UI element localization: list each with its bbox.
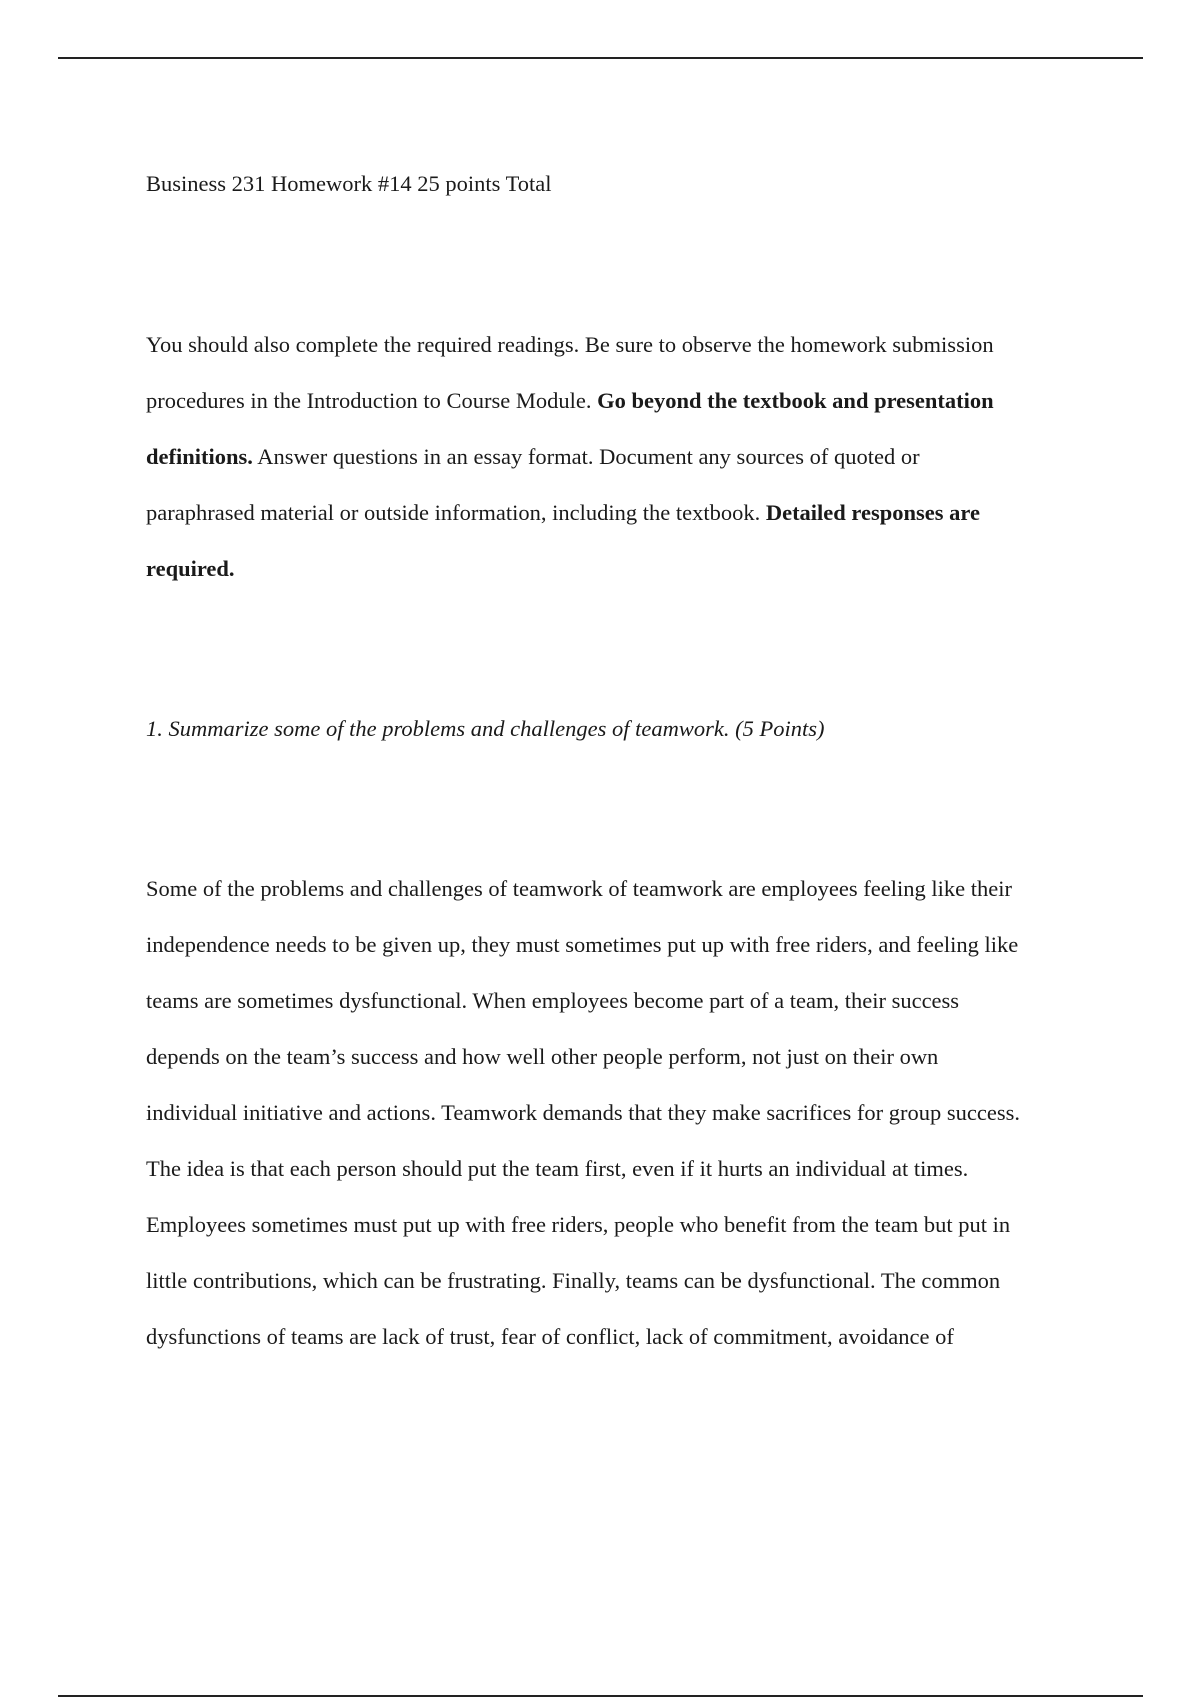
answer-line: dysfunctions of teams are lack of trust, fear of conflict, lack of commitment, avoidance of xyxy=(146,1324,954,1349)
emphasis-text: Detailed responses are xyxy=(765,500,980,525)
instructions-line: procedures in the Introduction to Course Module. Go beyond the textbook and presentation xyxy=(146,388,994,413)
instructions-line: definitions. Answer questions in an essay format. Document any sources of quoted or xyxy=(146,444,920,469)
answer-line: depends on the team’s success and how well other people perform, not just on their own xyxy=(146,1044,939,1069)
answer-line: individual initiative and actions. Teamwork demands that they make sacrifices for group success. xyxy=(146,1100,1021,1125)
answer-line: teams are sometimes dysfunctional. When employees become part of a team, their success xyxy=(146,988,960,1013)
emphasis-text: required. xyxy=(146,556,235,581)
answer-line: The idea is that each person should put the team first, even if it hurts an individual at times. xyxy=(146,1156,969,1181)
bottom-rule xyxy=(58,1695,1143,1697)
instructions-line: You should also complete the required readings. Be sure to observe the homework submission xyxy=(146,332,994,357)
answer-line: Some of the problems and challenges of teamwork of teamwork are employees feeling like their xyxy=(146,876,1012,901)
answer-line: little contributions, which can be frustrating. Finally, teams can be dysfunctional. The common xyxy=(146,1268,1001,1293)
instructions-paragraph xyxy=(146,317,1096,597)
emphasis-text: Go beyond the textbook and presentation xyxy=(597,388,994,413)
answer-1-paragraph xyxy=(146,861,1096,1365)
answer-line: Employees sometimes must put up with free riders, people who benefit from the team but put in xyxy=(146,1212,1011,1237)
document-title: Business 231 Homework #14 25 points Total xyxy=(146,171,552,196)
emphasis-text: definitions. xyxy=(146,444,253,469)
instructions-line: paraphrased material or outside information, including the textbook. Detailed responses are xyxy=(146,500,980,525)
answer-line: independence needs to be given up, they must sometimes put up with free riders, and feeling like xyxy=(146,932,1019,957)
top-rule xyxy=(58,57,1143,59)
question-1: 1. Summarize some of the problems and challenges of teamwork. (5 Points) xyxy=(146,716,825,741)
instructions-line xyxy=(146,541,1096,597)
